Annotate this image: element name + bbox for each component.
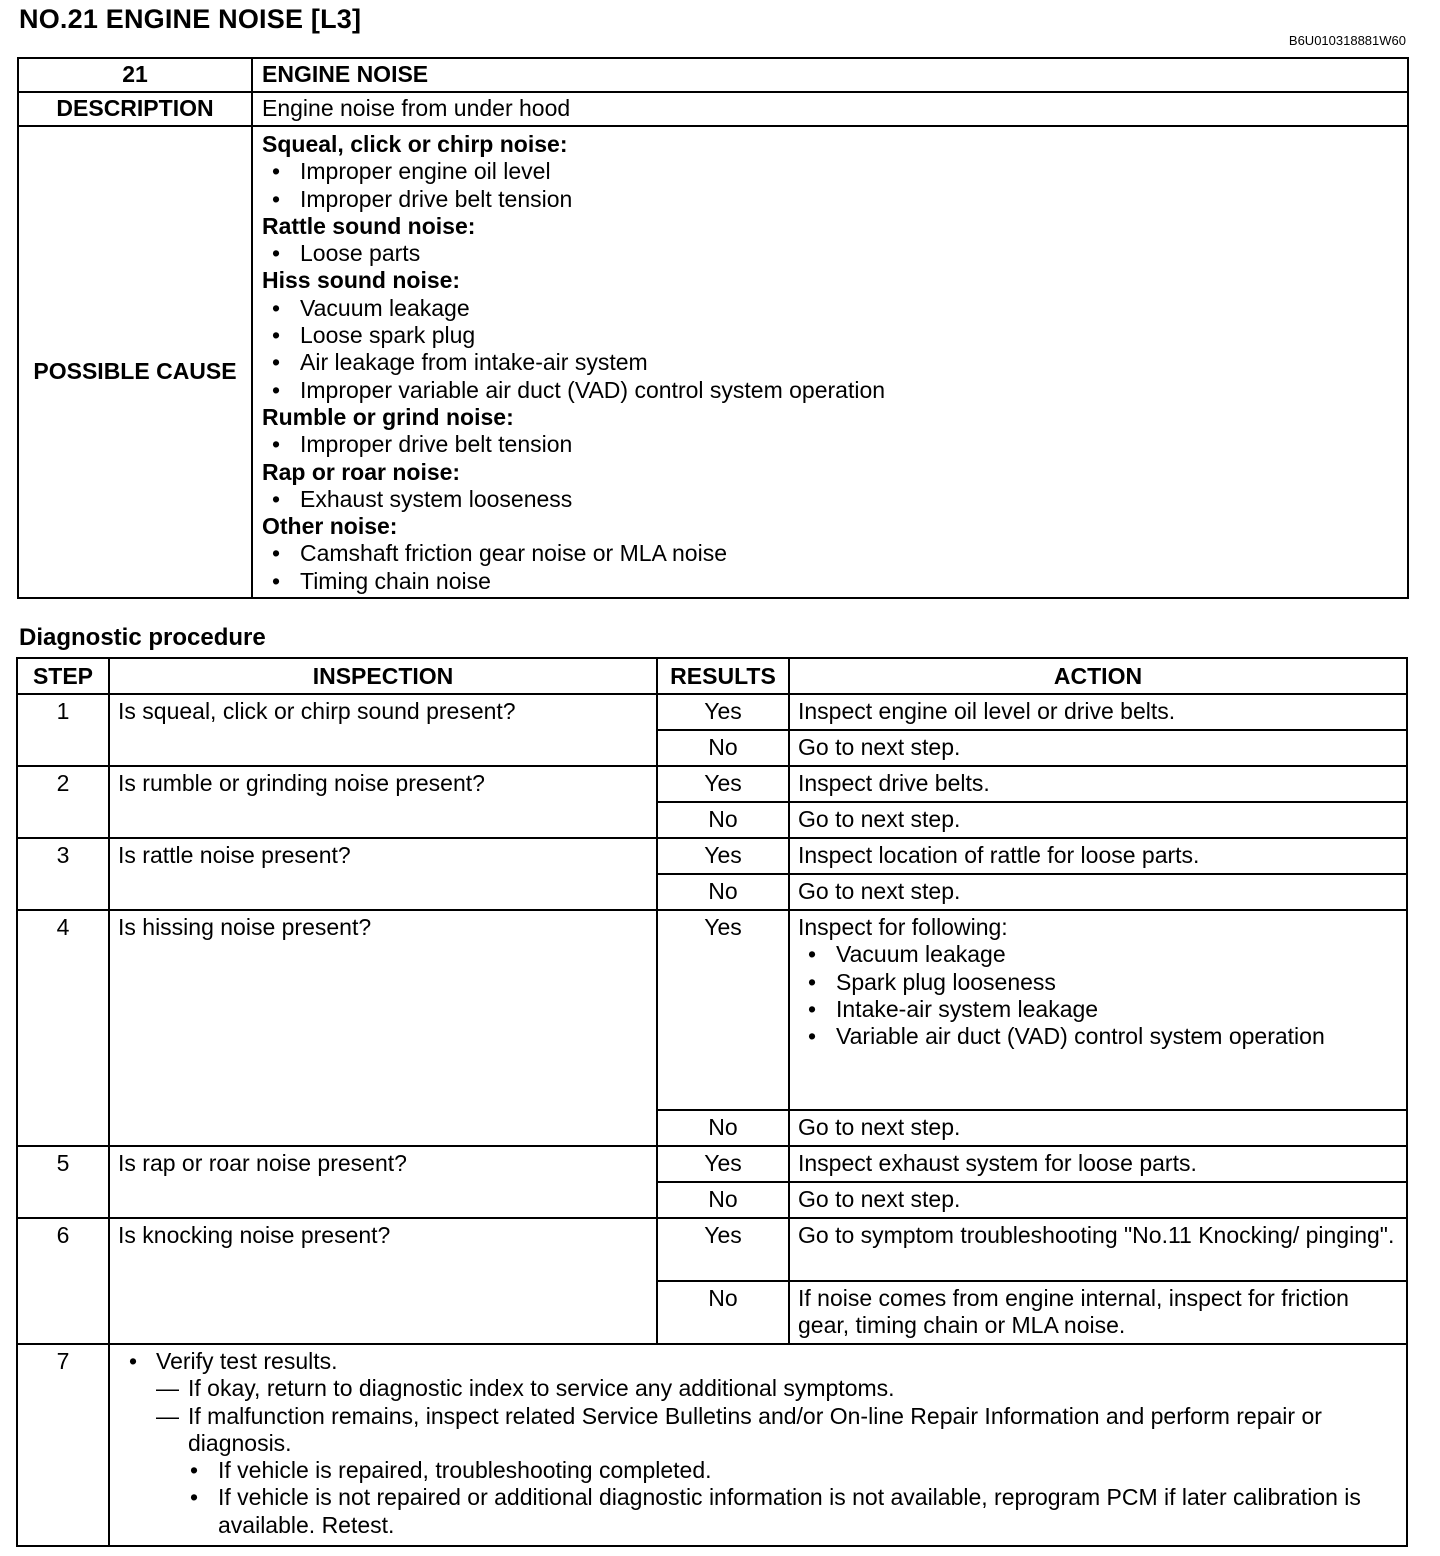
action-item: • Intake-air system leakage [798, 996, 1406, 1023]
action-item: • Spark plug looseness [798, 969, 1406, 996]
step-number: 7 [17, 1344, 109, 1546]
cause-item: • Improper drive belt tension [262, 186, 1407, 213]
action-no: Go to next step. [789, 802, 1407, 838]
action-yes: Inspect engine oil level or drive belts. [789, 694, 1407, 730]
cause-group [262, 213, 1407, 268]
action-no: If noise comes from engine internal, inspect for friction gear, timing chain or MLA noise. [789, 1281, 1407, 1344]
cause-group-heading: Other noise: [262, 513, 398, 540]
cause-group-heading: Squeal, click or chirp noise: [262, 131, 568, 157]
result-no: No [657, 1281, 789, 1344]
step-number: 4 [17, 910, 109, 1146]
document-code: B6U010318881W60 [1288, 33, 1406, 48]
summary-header-row [18, 58, 1408, 92]
diagnostic-header-row [17, 658, 1407, 694]
step-1-yes-row [17, 694, 1407, 730]
description-label: DESCRIPTION [18, 92, 252, 126]
cause-item: • Loose parts [262, 240, 1407, 267]
step-number: 2 [17, 766, 109, 838]
step-inspection: Is squeal, click or chirp sound present? [109, 694, 657, 766]
action-yes [789, 910, 1407, 1110]
cause-item: • Air leakage from intake-air system [262, 349, 1407, 376]
step-3-yes-row [17, 838, 1407, 874]
description-row [18, 92, 1408, 126]
action-no: Go to next step. [789, 1110, 1407, 1146]
result-no: No [657, 874, 789, 910]
cause-group-heading: Rumble or grind noise: [262, 403, 514, 430]
step-2-yes-row [17, 766, 1407, 802]
cause-group [262, 513, 1407, 595]
cause-group [262, 267, 1407, 403]
action-yes-intro: Inspect for following: [798, 914, 1008, 940]
page-title: NO.21 ENGINE NOISE [L3] [19, 4, 362, 34]
step-inspection: Is rumble or grinding noise present? [109, 766, 657, 838]
symptom-number: 21 [18, 58, 252, 92]
result-yes: Yes [657, 1218, 789, 1281]
symptom-summary-table [17, 57, 1409, 599]
symptom-name: ENGINE NOISE [252, 58, 1408, 92]
action-no: Go to next step. [789, 874, 1407, 910]
step-6-yes-row [17, 1218, 1407, 1281]
cause-group-heading: Rattle sound noise: [262, 212, 476, 239]
column-header-step: STEP [17, 658, 109, 694]
step-inspection: Is hissing noise present? [109, 910, 657, 1146]
cause-group-heading: Rap or roar noise: [262, 458, 461, 485]
action-no: Go to next step. [789, 1182, 1407, 1218]
cause-item: • Improper drive belt tension [262, 431, 1407, 458]
cause-item: • Improper variable air duct (VAD) control system operation [262, 377, 1407, 404]
result-no: No [657, 1110, 789, 1146]
action-yes: Inspect exhaust system for loose parts. [789, 1146, 1407, 1182]
repaired-instruction: • If vehicle is repaired, troubleshooting completed. [118, 1457, 1398, 1484]
action-no: Go to next step. [789, 730, 1407, 766]
column-header-results: RESULTS [657, 658, 789, 694]
step-number: 6 [17, 1218, 109, 1344]
result-no: No [657, 1182, 789, 1218]
column-header-inspection: INSPECTION [109, 658, 657, 694]
possible-cause-list [252, 126, 1408, 598]
step-4-yes-row [17, 910, 1407, 1110]
result-no: No [657, 730, 789, 766]
verify-test-results: • Verify test results. [118, 1348, 1398, 1375]
step-inspection: Is rap or roar noise present? [109, 1146, 657, 1218]
result-yes: Yes [657, 838, 789, 874]
step-inspection: Is knocking noise present? [109, 1218, 657, 1344]
malfunction-instruction: — If malfunction remains, inspect related Service Bulletins and/or On-line Repair Information and perform repair or diagnosis. [118, 1403, 1398, 1458]
cause-item: • Exhaust system looseness [262, 486, 1407, 513]
cause-group [262, 404, 1407, 459]
result-yes: Yes [657, 1146, 789, 1182]
diagnostic-procedure-table [16, 657, 1408, 1547]
step-number: 3 [17, 838, 109, 910]
step-5-yes-row [17, 1146, 1407, 1182]
cause-group [262, 131, 1407, 213]
step-7-row [17, 1344, 1407, 1546]
possible-cause-row [18, 126, 1408, 598]
cause-group-heading: Hiss sound noise: [262, 267, 461, 294]
step-number: 1 [17, 694, 109, 766]
cause-item: • Vacuum leakage [262, 295, 1407, 322]
result-yes: Yes [657, 694, 789, 730]
step-number: 5 [17, 1146, 109, 1218]
cause-group [262, 459, 1407, 514]
action-item: • Variable air duct (VAD) control system operation [798, 1023, 1406, 1050]
result-yes: Yes [657, 766, 789, 802]
action-yes: Go to symptom troubleshooting "No.11 Knocking/ pinging". [789, 1218, 1407, 1281]
result-no: No [657, 802, 789, 838]
cause-item: • Loose spark plug [262, 322, 1407, 349]
action-yes: Inspect drive belts. [789, 766, 1407, 802]
result-yes: Yes [657, 910, 789, 1110]
cause-item: • Camshaft friction gear noise or MLA noise [262, 540, 1407, 567]
cause-item: • Improper engine oil level [262, 158, 1407, 185]
column-header-action: ACTION [789, 658, 1407, 694]
action-item: • Vacuum leakage [798, 941, 1406, 968]
cause-item: • Timing chain noise [262, 568, 1407, 595]
action-yes: Inspect location of rattle for loose parts. [789, 838, 1407, 874]
diagnostic-procedure-title: Diagnostic procedure [19, 624, 266, 651]
step-7-content [109, 1344, 1407, 1546]
step-inspection: Is rattle noise present? [109, 838, 657, 910]
okay-instruction: — If okay, return to diagnostic index to service any additional symptoms. [118, 1375, 1398, 1402]
possible-cause-label: POSSIBLE CAUSE [18, 126, 252, 598]
not-repaired-instruction: • If vehicle is not repaired or additional diagnostic information is not available, reprogram PCM if later calibration is available. Retest. [118, 1484, 1398, 1539]
description-value: Engine noise from under hood [252, 92, 1408, 126]
